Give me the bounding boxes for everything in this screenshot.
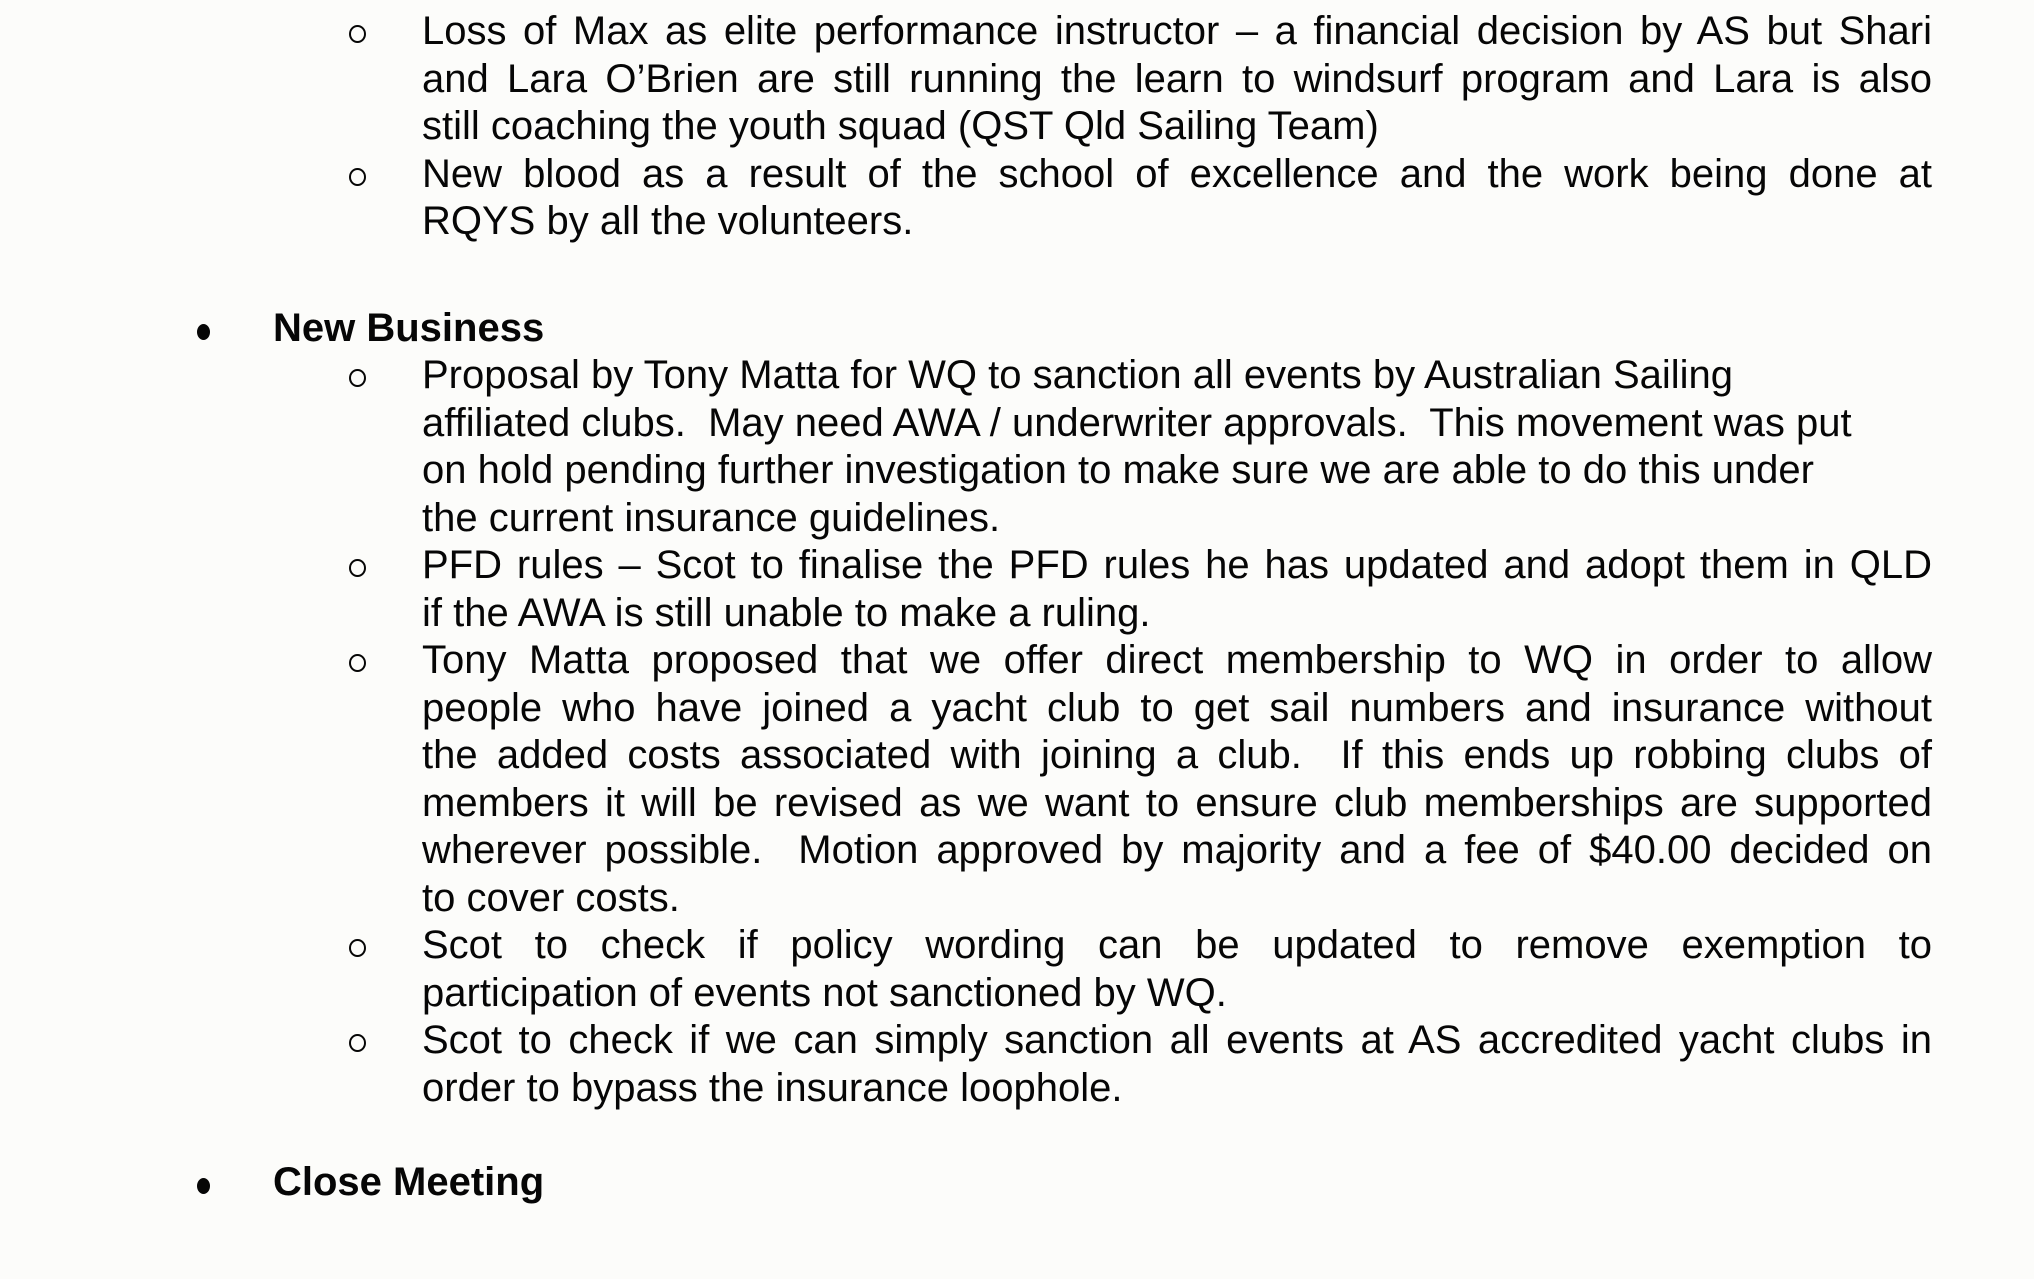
heading-close-meeting xyxy=(273,1159,1923,1207)
text-line: the current insurance guidelines. xyxy=(422,495,1001,540)
text-line: order to bypass the insurance loophole. xyxy=(422,1065,1123,1110)
text-line: and Lara O’Brien are still running the learn to windsurf program and Lara is also xyxy=(422,56,1932,101)
item-loss-of-max xyxy=(422,8,1932,151)
text-line: affiliated clubs. May need AWA / underwriter approvals. This movement was put xyxy=(422,400,1852,445)
text-line: participation of events not sanctioned by WQ. xyxy=(422,970,1227,1015)
text-line: Scot to check if policy wording can be updated to remove exemption to xyxy=(422,923,1932,967)
item-pfd-rules xyxy=(422,542,1932,637)
heading-new-business xyxy=(273,305,1923,353)
circle-bullet-icon xyxy=(349,25,366,43)
text-line: RQYS by all the volunteers. xyxy=(422,199,914,243)
text-line: if the AWA is still unable to make a ruling. xyxy=(422,590,1151,635)
circle-bullet-icon xyxy=(349,369,366,387)
item-sanction-accredited-clubs xyxy=(422,1017,1932,1112)
text-line: New Business xyxy=(273,305,545,350)
text-line: Tony Matta proposed that we offer direct membership to WQ in order to allow xyxy=(422,638,1932,682)
item-new-blood xyxy=(422,151,1932,246)
text-line: still coaching the youth squad (QST Qld Sailing Team) xyxy=(422,104,1379,148)
item-policy-wording xyxy=(422,922,1932,1017)
text-line: Proposal by Tony Matta for WQ to sanction all events by Australian Sailing xyxy=(422,353,1734,397)
text-line: New blood as a result of the school of excellence and the work being done at xyxy=(422,151,1932,196)
text-line: the added costs associated with joining a club. If this ends up robbing clubs of xyxy=(422,733,1932,777)
circle-bullet-icon xyxy=(349,654,366,672)
circle-bullet-icon xyxy=(349,1034,366,1052)
text-line: people who have joined a yacht club to get sail numbers and insurance without xyxy=(422,685,1932,730)
circle-bullet-icon xyxy=(349,939,366,957)
text-line: Close Meeting xyxy=(273,1160,545,1204)
disc-bullet-icon xyxy=(197,1178,210,1194)
disc-bullet-icon xyxy=(197,324,210,340)
item-proposal-sanction-events xyxy=(422,352,1932,542)
text-line: on hold pending further investigation to make sure we are able to do this under xyxy=(422,448,1814,492)
text-line: wherever possible. Motion approved by majority and a fee of $40.00 decided on xyxy=(422,828,1932,872)
text-line: members it will be revised as we want to ensure club memberships are supported xyxy=(422,780,1932,825)
circle-bullet-icon xyxy=(349,559,366,577)
text-line: to cover costs. xyxy=(422,875,680,920)
item-direct-membership xyxy=(422,637,1932,922)
text-line: PFD rules – Scot to finalise the PFD rules he has updated and adopt them in QLD xyxy=(422,543,1932,587)
circle-bullet-icon xyxy=(349,168,366,186)
text-line: Scot to check if we can simply sanction all events at AS accredited yacht clubs in xyxy=(422,1018,1932,1062)
text-line: Loss of Max as elite performance instructor – a financial decision by AS but Shari xyxy=(422,9,1932,53)
